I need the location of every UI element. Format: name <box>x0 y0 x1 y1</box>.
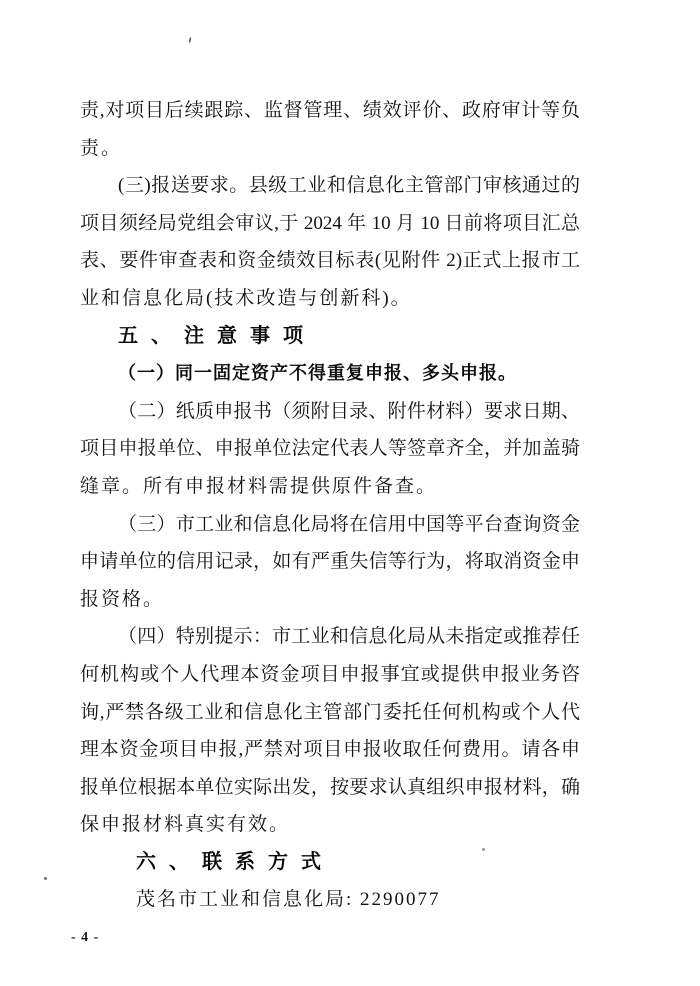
text-line: 理本资金项目申报,严禁对项目申报收取任何费用。请各申 <box>80 739 580 761</box>
heading-line: 五、注意事项 <box>118 324 316 347</box>
scan-speck <box>188 37 191 43</box>
text-line: 项目申报单位、申报单位法定代表人等签章齐全，并加盖骑 <box>80 438 580 460</box>
text-line: 茂名市工业和信息化局: 2290077 <box>136 889 441 911</box>
text-line: （二）纸质申报书（须附目录、附件材料）要求日期、 <box>118 400 580 422</box>
text-line: 业和信息化局(技术改造与创新科)。 <box>80 287 412 309</box>
text-line: 责。 <box>80 137 123 159</box>
text-block <box>80 92 580 919</box>
text-line: （四）特别提示：市工业和信息化局从未指定或推荐任 <box>118 626 580 648</box>
page-number: - 4 - <box>71 930 100 945</box>
heading-line: （一）同一固定资产不得重复申报、多头申报。 <box>118 363 517 384</box>
scan-speck <box>44 877 47 880</box>
text-line: 保申报材料真实有效。 <box>80 814 291 836</box>
text-line: 责,对项目后续跟踪、监督管理、绩效评价、政府审计等负 <box>80 100 580 121</box>
text-line: (三)报送要求。县级工业和信息化主管部门审核通过的 <box>118 175 580 197</box>
scan-speck <box>482 848 485 851</box>
text-line: 缝章。所有申报材料需提供原件备查。 <box>80 475 438 497</box>
text-line: 表、要件审查表和资金绩效目标表(见附件 2)正式上报市工 <box>80 250 580 272</box>
heading-line: 六、联系方式 <box>136 850 334 873</box>
text-line: 询,严禁各级工业和信息化主管部门委托任何机构或个人代 <box>80 701 580 723</box>
text-line: 申请单位的信用记录，如有严重失信等行为，将取消资金申 <box>80 551 580 573</box>
text-line: 何机构或个人代理本资金项目申报事宜或提供申报业务咨 <box>80 663 580 685</box>
text-line: （三）市工业和信息化局将在信用中国等平台查询资金 <box>118 513 580 535</box>
text-line: 报单位根据本单位实际出发，按要求认真组织申报材料，确 <box>80 776 580 798</box>
text-line: 项目须经局党组会审议,于 2024 年 10 月 10 日前将项目汇总 <box>80 212 580 234</box>
text-line: 报资格。 <box>80 588 165 610</box>
